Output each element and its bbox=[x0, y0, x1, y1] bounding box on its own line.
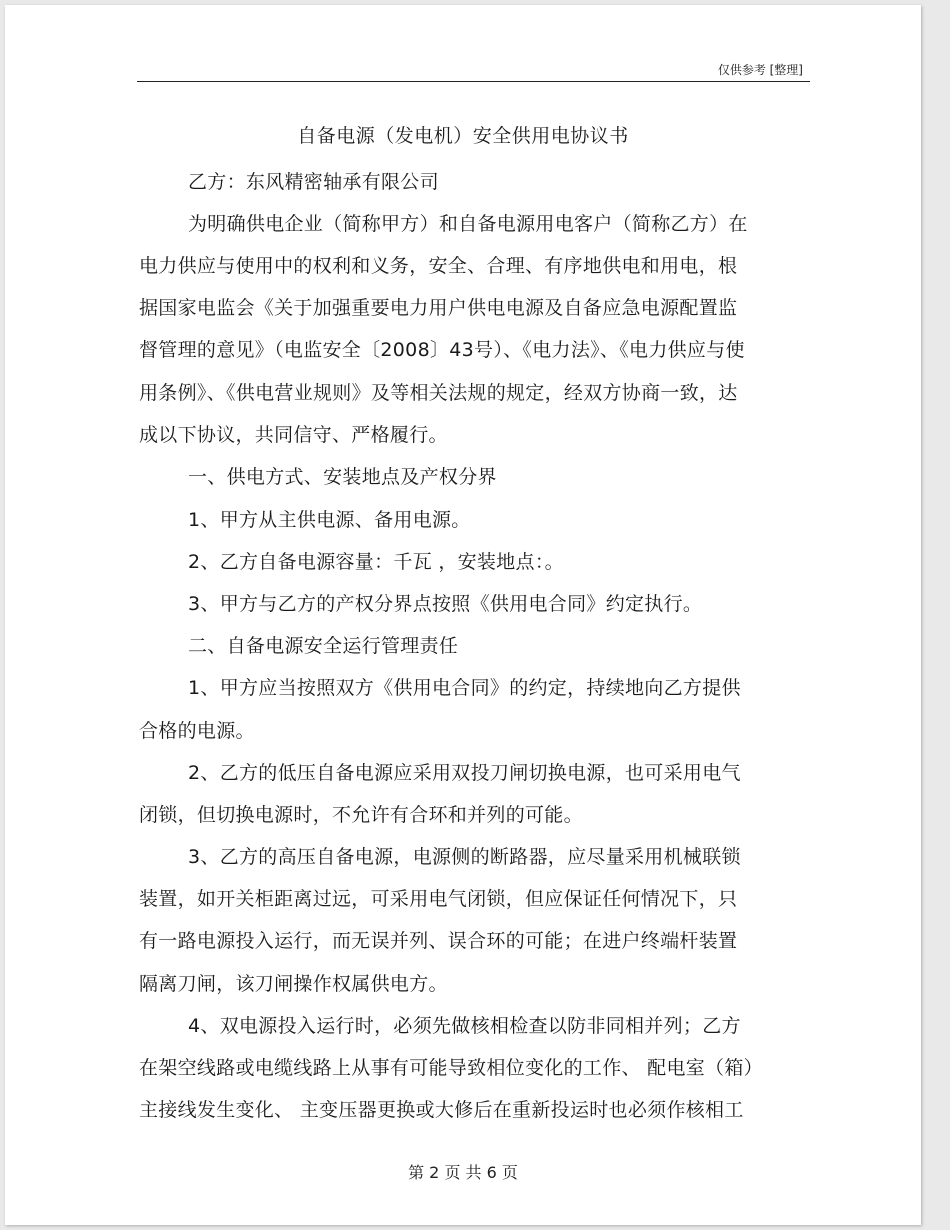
body-line: 2、乙方的低压自备电源应采用双投刀闸切换电源，也可采用电气 bbox=[188, 762, 741, 784]
body-line: 闭锁，但切换电源时，不允许有合环和并列的可能。 bbox=[139, 804, 583, 826]
body-line: 据国家电监会《关于加强重要电力用户供电电源及自备应急电源配置监 bbox=[139, 297, 738, 319]
body-line: 2、乙方自备电源容量：千瓦 ，安装地点：。 bbox=[188, 551, 564, 573]
body-line: 有一路电源投入运行，而无误并列、误合环的可能；在进户终端杆装置 bbox=[139, 930, 738, 952]
section-heading: 一、供电方式、安装地点及产权分界 bbox=[188, 466, 497, 488]
body-line: 主接线发生变化、 主变压器更换或大修后在重新投运时也必须作核相工 bbox=[139, 1099, 744, 1121]
body-line: 督管理的意见》（电监安全〔2008〕43号）、《电力法》、《电力供应与使 bbox=[139, 339, 745, 361]
body-line: 4、双电源投入运行时，必须先做核相检查以防非同相并列；乙方 bbox=[188, 1015, 741, 1037]
body-line: 1、甲方从主供电源、备用电源。 bbox=[188, 509, 471, 531]
body-line: 为明确供电企业（简称甲方）和自备电源用电客户（简称乙方）在 bbox=[188, 213, 748, 235]
body-line: 装置，如开关柜距离过远，可采用电气闭锁，但应保证任何情况下，只 bbox=[139, 888, 738, 910]
body-line: 1、甲方应当按照双方《供用电合同》的约定，持续地向乙方提供 bbox=[188, 677, 741, 699]
body-line: 3、乙方的高压自备电源，电源侧的断路器，应尽量采用机械联锁 bbox=[188, 846, 741, 868]
body-line: 隔离刀闸，该刀闸操作权属供电方。 bbox=[139, 973, 448, 995]
document-title: 自备电源（发电机）安全供用电协议书 bbox=[297, 125, 629, 147]
header-divider bbox=[137, 81, 810, 82]
section-heading: 二、自备电源安全运行管理责任 bbox=[188, 635, 459, 657]
page-number-footer: 第 2 页 共 6 页 bbox=[408, 1163, 518, 1182]
document-page bbox=[5, 5, 921, 1225]
body-line: 3、甲方与乙方的产权分界点按照《供用电合同》约定执行。 bbox=[188, 593, 703, 615]
body-line: 用条例》、《供电营业规则》及等相关法规的规定，经双方协商一致，达 bbox=[139, 382, 738, 404]
body-line: 合格的电源。 bbox=[139, 720, 255, 742]
body-line: 在架空线路或电缆线路上从事有可能导致相位变化的工作、 配电室（箱） bbox=[139, 1057, 763, 1079]
header-note: 仅供参考 [整理] bbox=[717, 63, 803, 77]
body-line: 电力供应与使用中的权利和义务，安全、合理、有序地供电和用电，根 bbox=[139, 255, 738, 277]
body-line: 成以下协议，共同信守、严格履行。 bbox=[139, 424, 448, 446]
party-b-line: 乙方：东风精密轴承有限公司 bbox=[188, 171, 439, 193]
